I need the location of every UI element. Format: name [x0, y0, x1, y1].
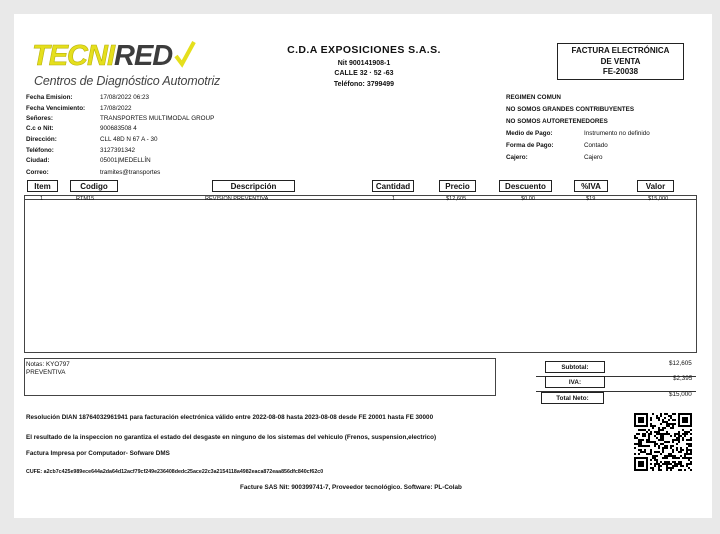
qr-code: [634, 413, 692, 471]
header-item: Item: [27, 180, 58, 192]
regime-line3: NO SOMOS AUTORETENEDORES: [506, 118, 608, 125]
address-value: CLL 48D N 67 A - 30: [100, 136, 158, 143]
payment-form-value: Contado: [584, 142, 608, 149]
customer-value: TRANSPORTES MULTIMODAL GROUP: [100, 115, 215, 122]
iva-value: $2,395: [673, 375, 693, 382]
cashier-value: Cajero: [584, 154, 603, 161]
payment-means-label: Medio de Pago:: [506, 130, 553, 137]
nit-label: C.c o Nit:: [26, 125, 54, 132]
company-phone: Teléfono: 3799499: [333, 80, 395, 88]
logo-subtitle: Centros de Diagnóstico Automotriz: [34, 74, 221, 88]
header-iva: %IVA: [574, 180, 608, 192]
row-price: $12,605: [446, 196, 467, 202]
technology-provider: Facture SAS Nit: 900399741-7, Proveedor tecnológico. Software: PL-Colab: [240, 484, 462, 491]
invoice-title-line2: DE VENTA: [600, 56, 641, 66]
items-divider: [25, 199, 696, 200]
iva-label: IVA:: [545, 376, 605, 388]
logo-part2: RED: [114, 40, 173, 72]
phone-label: Teléfono:: [26, 147, 54, 154]
address-label: Dirección:: [26, 136, 57, 143]
city-label: Ciudad:: [26, 157, 50, 164]
notes-line2: PREVENTIVA: [26, 368, 66, 376]
header-description: Descripción: [212, 180, 295, 192]
company-info: [244, 44, 484, 88]
customer-label: Señores:: [26, 115, 53, 122]
invoice-number: FE-20038: [602, 67, 639, 76]
header-discount: Descuento: [499, 180, 552, 192]
notes-box: [24, 358, 496, 396]
phone-value: 3127391342: [100, 147, 136, 154]
row-value: $15,000: [648, 196, 669, 202]
row-description: REVISION PREVENTIVA: [205, 196, 269, 202]
issue-date-value: 17/08/2022 06:23: [100, 94, 150, 101]
cufe-code: CUFE: a2cb7c425e989ece644a2da64d12acf79cf249e236408dedc25ace22c3a2154118a4982eaca872eaa856dfc840cf62c0: [26, 469, 324, 475]
email-label: Correo:: [26, 169, 49, 176]
due-date-value: 17/08/2022: [100, 105, 132, 112]
email-value: tramites@transportes: [100, 169, 161, 176]
header-code: Codigo: [70, 180, 118, 192]
company-address: CALLE 32 · 52 -63: [334, 70, 394, 77]
city-value: 05001|MEDELLÍN: [100, 157, 151, 164]
logo-part1: TECNI: [32, 40, 114, 72]
header-price: Precio: [439, 180, 476, 192]
row-discount: $0.00: [521, 196, 535, 202]
total-label: Total Neto:: [541, 392, 604, 404]
row-iva: $19: [586, 196, 596, 202]
invoice-page: [14, 14, 712, 518]
regime-line2: NO SOMOS GRANDES CONTRIBUYENTES: [506, 106, 635, 113]
payment-means-value: Instrumento no definido: [584, 130, 650, 137]
row-code: RTM15: [76, 196, 95, 202]
cashier-label: Cajero:: [506, 154, 528, 161]
printed-by: Factura Impresa por Computador- Sofware DMS: [26, 450, 170, 457]
row-quantity: 1: [392, 196, 396, 202]
invoice-title-line1: FACTURA ELECTRÓNICA: [571, 46, 670, 55]
row-item: 1: [40, 196, 44, 202]
header-quantity: Cantidad: [372, 180, 414, 192]
total-value: $15,000: [669, 391, 692, 398]
subtotal-label: Subtotal:: [545, 361, 605, 373]
payment-form-label: Forma de Pago:: [506, 142, 554, 149]
subtotal-value: $12,605: [669, 360, 692, 367]
dian-resolution: Resolución DIAN 18764032961941 para facturación electrónica válido entre 2022-08-08 hasta 2023-08-08 desde FE 20001 hasta FE 30000: [26, 414, 434, 421]
inspection-disclaimer: El resultado de la inspeccion no garantiza el estado del desgaste en ninguno de los sistemas del vehiculo (Frenos, suspension,electrico): [26, 434, 437, 441]
items-table: [24, 195, 697, 353]
checkmark-icon: [174, 40, 196, 68]
due-date-label: Fecha Vencimiento:: [26, 105, 86, 112]
company-nit: Nit 900141908-1: [337, 59, 391, 67]
invoice-title-box: [557, 43, 684, 80]
issue-date-label: Fecha Emision:: [26, 94, 73, 101]
header-value: Valor: [637, 180, 674, 192]
logo-wordmark: [32, 40, 172, 73]
regime-line1: REGIMEN COMUN: [506, 94, 561, 101]
notes-line1: Notas: KYO797: [26, 361, 70, 368]
nit-value: 900683508 4: [100, 125, 137, 132]
company-name: C.D.A EXPOSICIONES S.A.S.: [287, 44, 441, 56]
